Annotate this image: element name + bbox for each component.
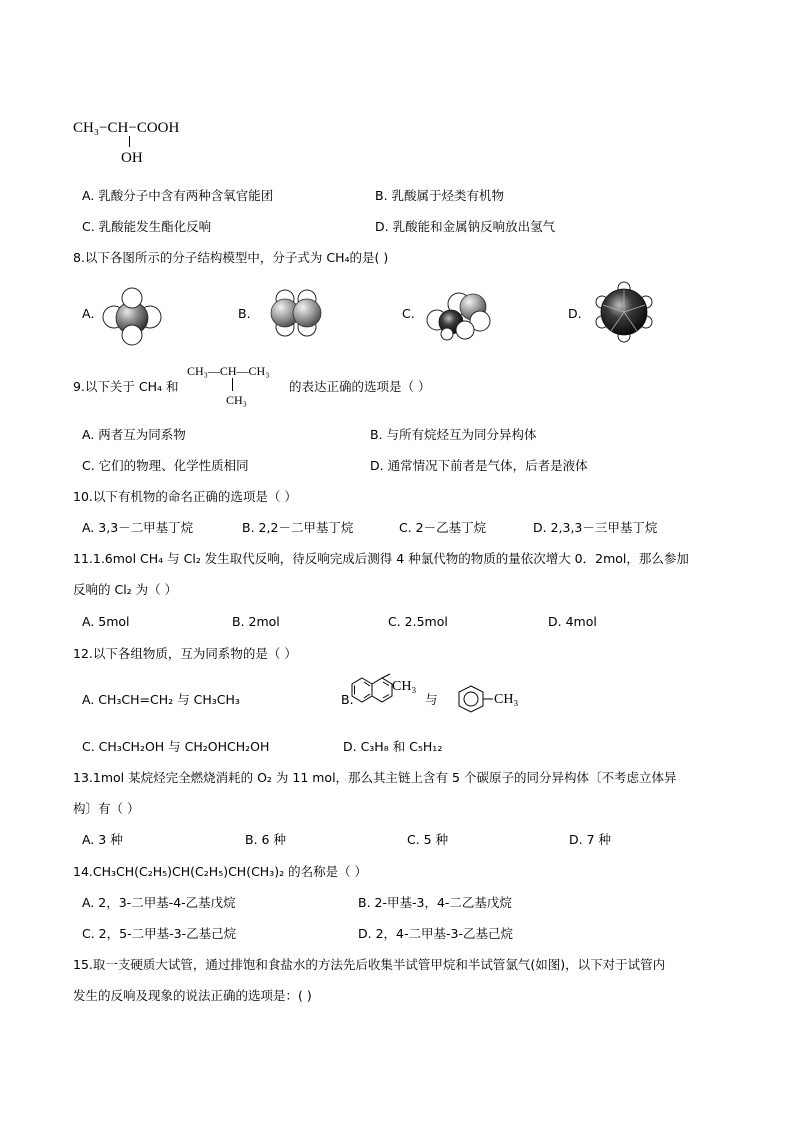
q12-stem: 12.以下各组物质，互为同系物的是（ ） (73, 646, 297, 661)
q13-option-a[interactable]: A. 3 种 (82, 832, 123, 847)
q14-option-d[interactable]: D. 2，4-二甲基-3-乙基己烷 (358, 926, 513, 941)
q11-option-c[interactable]: C. 2.5mol (388, 614, 448, 629)
q7-option-b[interactable]: B. 乳酸属于烃类有机物 (375, 188, 505, 203)
q13-stem-line2: 构〕有（ ） (73, 801, 140, 816)
q8-model-b (265, 285, 330, 340)
q13-option-b[interactable]: B. 6 种 (245, 832, 286, 847)
q8-label-c[interactable]: C. (402, 306, 415, 321)
q11-option-a[interactable]: A. 5mol (82, 614, 130, 629)
q9-option-b[interactable]: B. 与所有烷烃互为同分异构体 (370, 427, 537, 442)
q9-isobutane-top: CH₃—CH—CH₃ (187, 364, 270, 378)
q12-option-b-label[interactable]: B. (341, 692, 354, 707)
q9-option-c[interactable]: C. 它们的物理、化学性质相同 (82, 458, 249, 473)
q13-stem-line1: 13.1mol 某烷烃完全燃烧消耗的 O₂ 为 11 mol，那么其主链上含有 5 个碳原子的同分异构体〔不考虑立体异 (73, 770, 677, 785)
q9-option-d[interactable]: D. 通常情况下前者是气体，后者是液体 (370, 458, 588, 473)
q8-label-d[interactable]: D. (568, 306, 582, 321)
q8-model-c (425, 290, 500, 342)
q8-label-a[interactable]: A. (82, 306, 95, 321)
q15-stem-line1: 15.取一支硬质大试管，通过排饱和食盐水的方法先后收集半试管甲烷和半试管氯气(如图)，以下对于试管内 (73, 957, 666, 972)
q14-stem: 14.CH₃CH(C₂H₅)CH(C₂H₅)CH(CH₃)₂ 的名称是（ ） (73, 864, 368, 879)
q11-stem-line2: 反响的 Cl₂ 为（ ） (73, 582, 178, 597)
lactic-acid-branch-bond (129, 136, 130, 147)
q12-option-a[interactable]: A. CH₃CH=CH₂ 与 CH₃CH₃ (82, 692, 240, 707)
q14-option-c[interactable]: C. 2，5-二甲基-3-乙基己烷 (82, 926, 237, 941)
q9-stem-post: 的表达正确的选项是（ ） (289, 379, 431, 394)
q11-option-d[interactable]: D. 4mol (548, 614, 597, 629)
q9-isobutane-bottom: CH₃ (226, 393, 247, 407)
q7-option-d[interactable]: D. 乳酸能和金属钠反响放出氢气 (375, 219, 556, 234)
q14-option-b[interactable]: B. 2-甲基-3，4-二乙基戊烷 (358, 895, 512, 910)
q7-option-a[interactable]: A. 乳酸分子中含有两种含氧官能团 (82, 188, 274, 203)
q10-option-d[interactable]: D. 2,3,3－三甲基丁烷 (533, 520, 658, 535)
q14-option-a[interactable]: A. 2，3-二甲基-4-乙基戊烷 (82, 895, 236, 910)
q13-option-c[interactable]: C. 5 种 (407, 832, 449, 847)
q13-option-d[interactable]: D. 7 种 (569, 832, 611, 847)
q15-stem-line2: 发生的反响及现象的说法正确的选项是：( ) (73, 988, 312, 1003)
q10-option-b[interactable]: B. 2,2－二甲基丁烷 (242, 520, 354, 535)
q9-option-a[interactable]: A. 两者互为同系物 (82, 427, 186, 442)
lactic-acid-formula: CH₃−CH−COOH (73, 120, 180, 136)
q12-option-d[interactable]: D. C₃H₈ 和 C₅H₁₂ (343, 739, 443, 754)
q12-b-methyl-1: CH₃ (392, 679, 417, 694)
q8-label-b[interactable]: B. (238, 306, 251, 321)
q11-stem-line1: 11.1.6mol CH₄ 与 Cl₂ 发生取代反响，待反响完成后测得 4 种氯代物的物质的量依次增大 0．2mol，那么参加 (73, 551, 689, 566)
q10-option-c[interactable]: C. 2－乙基丁烷 (399, 520, 487, 535)
q12-b-and: 与 (425, 692, 438, 707)
q8-model-d (593, 282, 655, 342)
q7-option-c[interactable]: C. 乳酸能发生酯化反响 (82, 219, 212, 234)
q12-option-c[interactable]: C. CH₃CH₂OH 与 CH₂OHCH₂OH (82, 739, 270, 754)
q12-toluene-structure (457, 684, 497, 716)
q9-stem-pre: 9.以下关于 CH₄ 和 (73, 379, 179, 394)
q10-stem: 10.以下有机物的命名正确的选项是（ ） (73, 489, 297, 504)
q8-stem: 8.以下各图所示的分子结构模型中，分子式为 CH₄的是( ) (73, 250, 389, 265)
q10-option-a[interactable]: A. 3,3－二甲基丁烷 (82, 520, 194, 535)
q8-model-a (100, 285, 165, 345)
q11-option-b[interactable]: B. 2mol (232, 614, 280, 629)
q12-b-methyl-2: CH₃ (494, 692, 519, 707)
lactic-acid-branch-oh: OH (121, 150, 143, 166)
q9-isobutane-bond (232, 378, 233, 391)
